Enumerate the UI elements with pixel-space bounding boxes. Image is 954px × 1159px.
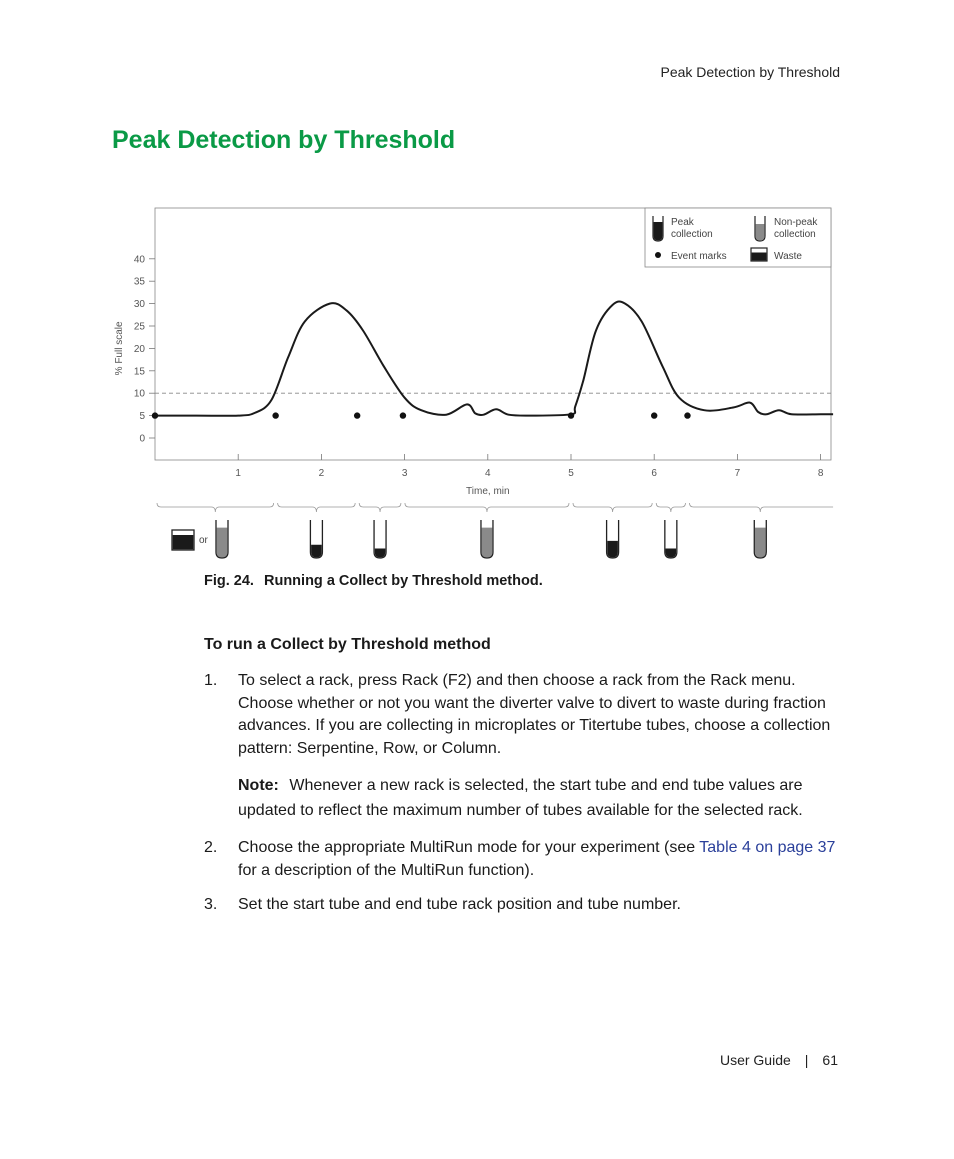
peak-tube-icon <box>374 520 386 558</box>
footer-separator: | <box>804 1052 809 1068</box>
event-mark <box>568 412 574 418</box>
note-label: Note: <box>238 777 279 794</box>
event-mark <box>272 412 278 418</box>
figure-caption <box>204 573 543 589</box>
y-tick-label: 35 <box>133 276 145 288</box>
y-tick-label: 10 <box>133 388 145 400</box>
y-tick-label: 15 <box>133 366 145 378</box>
step-1 <box>204 670 844 760</box>
event-mark <box>354 412 360 418</box>
nonpeak-tube-icon <box>481 520 493 558</box>
note <box>238 773 813 823</box>
threshold-figure <box>105 200 845 570</box>
event-mark <box>152 412 158 418</box>
peak-tube-icon <box>607 520 619 558</box>
y-tick-label: 5 <box>139 411 145 423</box>
y-tick-label: 30 <box>133 299 145 311</box>
y-axis-label: % Full scale <box>114 321 125 376</box>
signal-trace <box>155 302 833 416</box>
or-label: or <box>199 535 208 546</box>
step-text-before: Choose the appropriate MultiRun mode for your experiment (see <box>238 839 700 856</box>
event-mark <box>684 412 690 418</box>
step-number: 3. <box>204 896 218 913</box>
x-tick-label: 1 <box>235 468 241 479</box>
collection-bracket <box>405 503 569 512</box>
x-tick-label: 5 <box>568 468 574 479</box>
x-tick-label: 4 <box>485 468 491 479</box>
tube-liquid <box>755 528 766 558</box>
page-title: Peak Detection by Threshold <box>112 126 456 154</box>
tube-liquid <box>607 541 618 558</box>
x-tick-label: 7 <box>734 468 741 479</box>
step-text: Set the start tube and end tube rack position and tube number. <box>238 896 681 913</box>
procedure-steps <box>204 670 844 929</box>
tube-liquid <box>311 545 322 558</box>
peak-tube-icon <box>665 520 677 558</box>
legend-peak-label: Peak collection <box>671 217 713 240</box>
procedure-heading: To run a Collect by Threshold method <box>204 636 491 653</box>
collection-bracket <box>689 503 833 512</box>
collection-bracket <box>359 503 401 512</box>
peak-tube-icon <box>310 520 322 558</box>
y-tick-label: 40 <box>133 254 145 266</box>
step-number: 1. <box>204 672 218 689</box>
legend-event-dot <box>655 252 661 258</box>
step-text <box>238 837 844 882</box>
legend-waste-icon <box>751 248 767 261</box>
x-tick-label: 6 <box>651 468 657 479</box>
legend-nonpeak-label: Non-peak collection <box>774 217 818 240</box>
nonpeak-tube-icon <box>216 520 228 558</box>
y-tick-label: 25 <box>133 321 145 333</box>
y-tick-label: 20 <box>133 343 145 355</box>
footer-doc-name: User Guide <box>719 1052 791 1068</box>
step-text-after: for a description of the MultiRun function). <box>238 861 535 879</box>
step-number: 2. <box>204 839 218 856</box>
waste-liquid <box>173 535 194 549</box>
note-text: Whenever a new rack is selected, the start tube and end tube values are updated to reflect the maximum number of tubes available for the selected rack. <box>238 777 803 819</box>
collection-bracket <box>278 503 356 512</box>
page-footer <box>720 1052 838 1068</box>
collection-bracket <box>573 503 652 512</box>
running-head: Peak Detection by Threshold <box>660 64 840 80</box>
tube-liquid <box>482 528 493 558</box>
page-number: 61 <box>822 1052 838 1068</box>
table-4-link[interactable]: Table 4 on page 37 <box>699 839 836 856</box>
collection-bracket <box>157 503 274 512</box>
legend-waste-label: Waste <box>774 251 802 262</box>
nonpeak-tube-icon <box>754 520 766 558</box>
waste-vessel-icon <box>172 530 194 550</box>
x-tick-label: 3 <box>401 468 408 479</box>
figure-number: Fig. 24. <box>204 573 254 589</box>
tube-liquid <box>217 528 228 558</box>
legend-event-label: Event marks <box>671 251 727 262</box>
tube-liquid <box>375 549 386 558</box>
step-3 <box>204 894 844 917</box>
x-tick-label: 2 <box>318 468 325 479</box>
figure-caption-text: Running a Collect by Threshold method. <box>264 573 543 589</box>
x-axis-label: Time, min <box>466 486 510 497</box>
event-mark <box>400 412 406 418</box>
event-mark <box>651 412 657 418</box>
collection-bracket <box>656 503 685 512</box>
y-tick-label: 0 <box>139 433 145 445</box>
step-2 <box>204 837 844 882</box>
x-tick-label: 8 <box>817 468 824 479</box>
chart-legend <box>645 208 831 267</box>
tube-liquid <box>666 549 677 558</box>
step-text: To select a rack, press Rack (F2) and then choose a rack from the Rack menu. Choose whether or not you want the diverter valve to divert to waste during fraction advances. If you are collecting in microplates or Titertube tubes, choose a collection pattern: Serpentine, Row, or Column. <box>238 672 831 757</box>
